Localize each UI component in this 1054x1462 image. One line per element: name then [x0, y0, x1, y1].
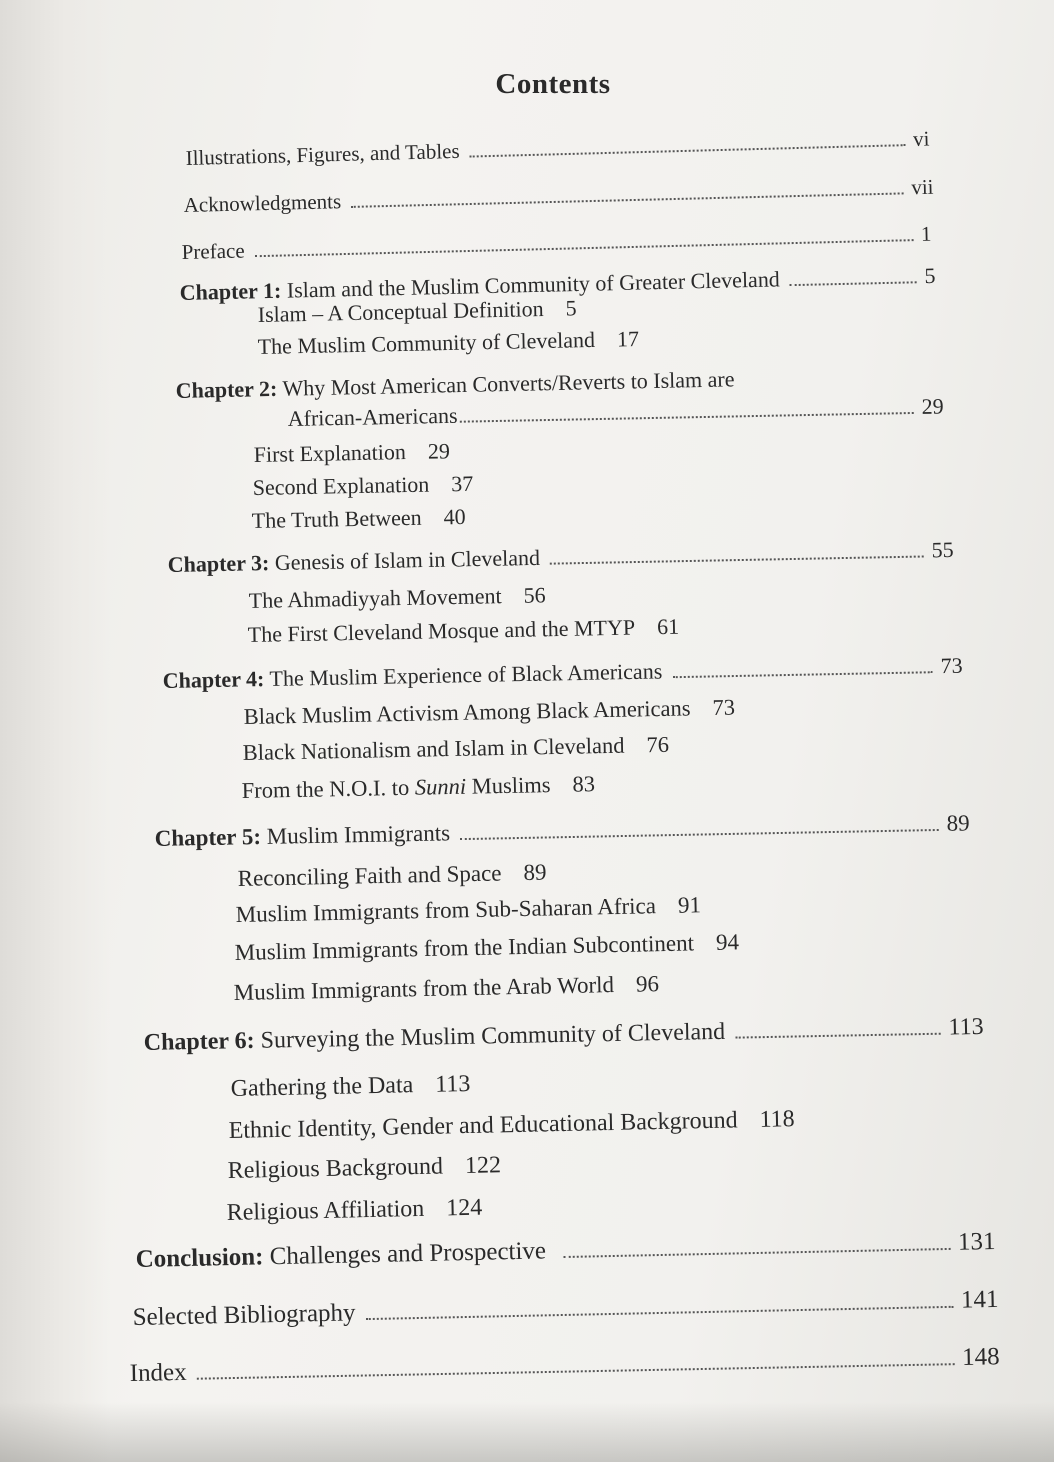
toc-entry-page: 141	[960, 1285, 999, 1314]
chapter-title: The Muslim Experience of Black Americans	[269, 658, 663, 691]
chapter-prefix: Chapter 3:	[167, 550, 270, 578]
toc-subentry: Black Nationalism and Islam in Cleveland 76	[242, 731, 670, 766]
chapter-prefix: Conclusion:	[135, 1243, 264, 1274]
toc-entry-page: 113	[948, 1013, 984, 1041]
chapter-title-continuation: African-Americans	[287, 402, 458, 432]
toc-chapter-6	[143, 1014, 983, 1057]
toc-subentry: Gathering the Data 113	[230, 1070, 471, 1103]
chapter-title: Muslim Immigrants	[266, 820, 451, 849]
chapter-title: Islam and the Muslim Community of Greater Cleveland	[286, 266, 781, 303]
dot-leader	[351, 179, 904, 208]
toc-entry-label: Acknowledgments	[183, 189, 342, 218]
toc-chapter-4	[163, 653, 963, 694]
toc-subentry: The Ahmadiyyah Movement 56	[248, 582, 546, 614]
chapter-title: Surveying the Muslim Community of Cleveland	[260, 1018, 726, 1054]
toc-entry-bibliography	[132, 1286, 998, 1332]
toc-entry-label: Illustrations, Figures, and Tables	[185, 138, 460, 171]
toc-entry-label: Selected Bibliography	[132, 1299, 356, 1332]
dot-leader	[564, 1232, 950, 1258]
toc-subentry: Black Muslim Activism Among Black Americans 73	[243, 694, 736, 730]
toc-entry-label: Preface	[181, 238, 245, 265]
toc-subentry: Muslim Immigrants from the Arab World 96	[233, 971, 660, 1006]
toc-chapter-3	[168, 537, 954, 578]
toc-entry-preface	[181, 222, 931, 265]
dot-leader	[365, 1290, 953, 1320]
page-gutter-shadow	[0, 0, 110, 1462]
chapter-prefix: Chapter 2:	[175, 375, 278, 404]
toc-chapter-5	[155, 810, 970, 852]
toc-subentry: First Explanation 29	[253, 438, 451, 468]
toc-subentry: Ethnic Identity, Gender and Educational Background 118	[228, 1106, 795, 1145]
chapter-title: Challenges and Prospective	[269, 1237, 547, 1271]
toc-entry-page: 148	[961, 1343, 1000, 1372]
dot-leader	[196, 1348, 954, 1380]
toc-entry-page: vi	[912, 126, 930, 151]
toc-entry-acknowledgments	[183, 175, 933, 218]
chapter-title: Why Most American Converts/Reverts to Islam are	[282, 366, 735, 401]
chapter-prefix: Chapter 4:	[162, 666, 265, 694]
toc-entry-page: 1	[920, 221, 932, 246]
chapter-prefix: Chapter 6:	[143, 1027, 255, 1057]
toc-entry-page: 29	[921, 393, 944, 419]
toc-subentry: From the N.O.I. to Sunni Muslims 83	[241, 771, 596, 804]
toc-subentry: Religious Affiliation 124	[226, 1194, 483, 1227]
toc-entry-page: 131	[957, 1227, 996, 1256]
toc-entry-page: vii	[911, 174, 934, 200]
toc-subentry: The Truth Between 40	[251, 503, 466, 534]
toc-entry-page: 5	[924, 262, 936, 289]
toc-entry-index	[129, 1343, 999, 1388]
dot-leader	[672, 658, 933, 679]
dot-leader	[469, 131, 905, 157]
chapter-title: Genesis of Islam in Cleveland	[274, 544, 541, 575]
toc-entry-label: Index	[129, 1358, 187, 1388]
italic-term: Sunni	[414, 773, 467, 800]
toc-entry-page: 89	[946, 810, 970, 836]
toc-entry-conclusion	[135, 1228, 995, 1274]
dot-leader	[460, 815, 939, 840]
toc-entry-page: 73	[940, 652, 963, 679]
dot-leader	[550, 542, 924, 565]
dot-leader	[790, 268, 917, 286]
dot-leader	[459, 398, 913, 422]
toc-subentry: Islam – A Conceptual Definition 5	[257, 295, 577, 328]
dot-leader	[254, 226, 913, 257]
toc-subentry: Muslim Immigrants from Sub-Saharan Africa 91	[235, 892, 702, 928]
page-title: Contents	[495, 68, 611, 100]
toc-subentry: The First Cleveland Mosque and the MTYP 61	[247, 613, 680, 648]
toc-subentry: Religious Background 122	[227, 1152, 502, 1185]
toc-subentry: The Muslim Community of Cleveland 17	[257, 326, 640, 360]
toc-subentry: Second Explanation 37	[252, 470, 474, 501]
toc-subentry: Muslim Immigrants from the Indian Subcontinent 94	[234, 929, 740, 966]
dot-leader	[735, 1018, 941, 1039]
toc-entry-illustrations	[185, 127, 929, 171]
chapter-prefix: Chapter 5:	[154, 823, 262, 852]
chapter-prefix: Chapter 1:	[179, 277, 282, 306]
page-bottom-shadow	[0, 1402, 1054, 1462]
toc-entry-page: 55	[931, 536, 954, 563]
toc-subentry: Reconciling Faith and Space 89	[237, 859, 547, 892]
